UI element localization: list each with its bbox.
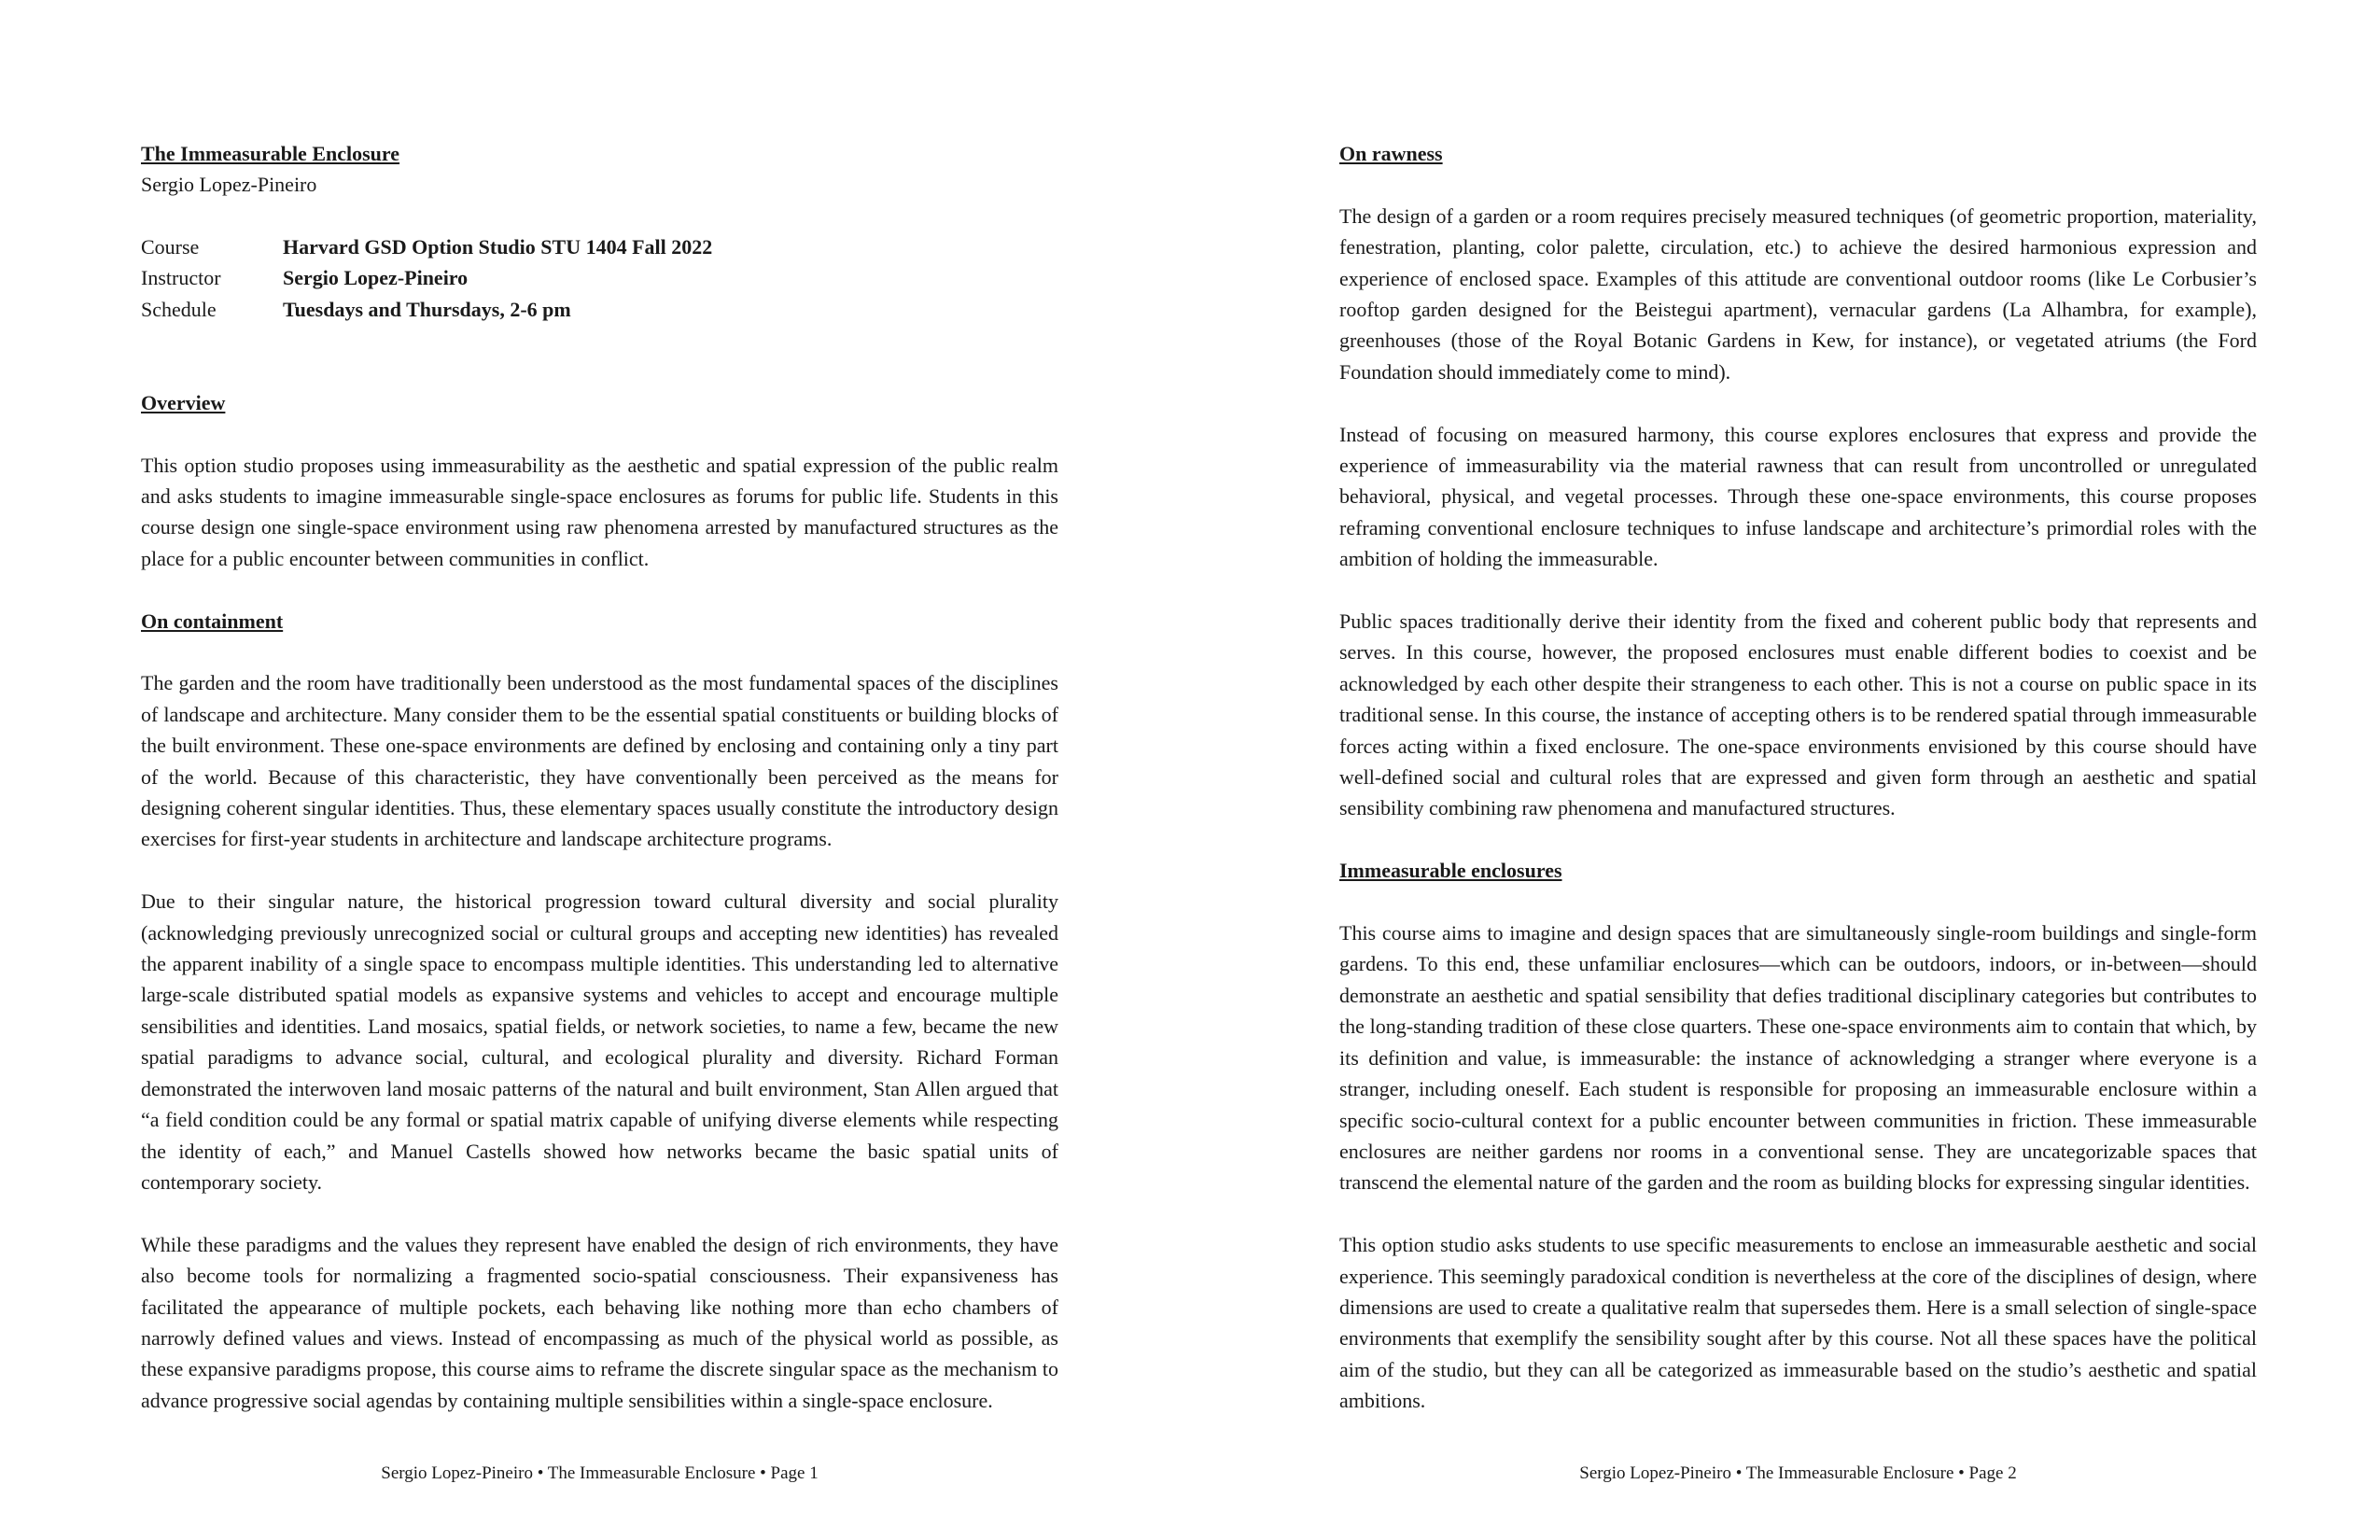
spacer	[141, 855, 1058, 886]
instructor-label: Instructor	[141, 266, 221, 290]
page-1-footer: Sergio Lopez-Pineiro • The Immeasurable Enclosure • Page 1	[381, 1463, 819, 1483]
overview-heading: Overview	[141, 390, 226, 414]
spacer	[141, 418, 1058, 449]
spacer	[1339, 1198, 2257, 1229]
spacer	[141, 637, 1058, 667]
schedule-row	[141, 294, 1058, 325]
enclosures-heading: Immeasurable enclosures	[1339, 859, 1562, 883]
rawness-paragraph-3: Public spaces traditionally derive their identity from the fixed and coherent public body that represents and serves. In this course, however, the proposed enclosures must enable different bodies to coexist and be acknowledged by each other despite their strangeness to each other. This is not a course on public space in its traditional sense. In this course, the instance of accepting others is to be rendered spatial through immeasurable forces acting within a fixed enclosure. The one-space environments envisioned by this course should have well-defined social and cultural roles that are expressed and given form through an aesthetic and spatial sensibility combining raw phenomena and manufactured structures.	[1339, 609, 2257, 820]
spacer	[1339, 575, 2257, 606]
enclosures-paragraph-1: This course aims to imagine and design spaces that are simultaneously single-room buildings and single-form gardens. To this end, these unfamiliar enclosures—which can be outdoors, indoors, or in-between—should demonstrate an aesthetic and spatial sensibility that defies traditional disciplinary categories but contributes to the long-standing tradition of these close quarters. These one-space environments aim to contain that which, by its definition and value, is immeasurable: the instance of acknowledging a stranger where everyone is a stranger, including oneself. Each student is responsible for proposing an immeasurable enclosure within a specific socio-cultural context for a public encounter between communities in friction. These immeasurable enclosures are neither gardens nor rooms in a conventional sense. They are uncategorizable spaces that transcend the elemental nature of the garden and the room as building blocks for expressing singular identities.	[1339, 921, 2257, 1195]
instructor-value: Sergio Lopez-Pineiro	[283, 266, 469, 290]
course-row	[141, 231, 1058, 262]
document-title: The Immeasurable Enclosure	[141, 142, 400, 165]
page-2-footer: Sergio Lopez-Pineiro • The Immeasurable Enclosure • Page 2	[1579, 1463, 2017, 1483]
spacer	[1339, 169, 2257, 200]
document-author: Sergio Lopez-Pineiro	[141, 173, 317, 197]
schedule-label: Schedule	[141, 297, 217, 321]
course-value: Harvard GSD Option Studio STU 1404 Fall 2022	[283, 234, 713, 259]
schedule-value: Tuesdays and Thursdays, 2-6 pm	[283, 297, 571, 321]
containment-heading: On containment	[141, 609, 284, 633]
page-1-content	[141, 138, 1058, 1416]
spacer	[141, 574, 1058, 605]
rawness-heading: On rawness	[1339, 142, 1443, 165]
spacer	[1339, 824, 2257, 855]
document-page-1	[141, 0, 1058, 1540]
containment-paragraph-3: While these paradigms and the values they represent have enabled the design of rich environments, they have also become tools for normalizing a fragmented socio-spatial consciousness. Their expansiveness has facilitated the appearance of multiple pockets, each behaving like nothing more than echo chambers of narrowly defined values and views. Instead of encompassing as much of the physical world as possible, as these expansive paradigms propose, this course aims to reframe the discrete singular space as the mechanism to advance progressive social agendas by containing multiple sensibilities within a single-space enclosure.	[141, 1232, 1058, 1412]
spacer	[141, 1197, 1058, 1228]
spacer	[1339, 887, 2257, 917]
overview-paragraph: This option studio proposes using immeasurability as the aesthetic and spatial expression of the public realm and asks students to imagine immeasurable single-space enclosures as forums for public life. Students in this course design one single-space environment using raw phenomena arrested by manufactured structures as the place for a public encounter between communities in conflict.	[141, 453, 1058, 570]
rawness-paragraph-2: Instead of focusing on measured harmony, this course explores enclosures that express and provide the experience of immeasurability via the material rawness that can result from uncontrolled or unregulated behavioral, physical, and vegetal processes. Through these one-space environments, this course proposes reframing conventional enclosure techniques to infuse landscape and architecture’s primordial roles with the ambition of holding the immeasurable.	[1339, 422, 2257, 571]
enclosures-paragraph-2: This option studio asks students to use specific measurements to enclose an immeasurable aesthetic and social experience. This seemingly paradoxical condition is nevertheless at the core of the disciplines of design, where dimensions are used to create a qualitative realm that supersedes them. Here is a small selection of single-space environments that exemplify the sensibility sought after by this course. Not all these spaces have the political aim of the studio, but they can all be categorized as immeasurable based on the studio’s aesthetic and spatial ambitions.	[1339, 1233, 2257, 1413]
spacer	[141, 325, 1058, 387]
containment-paragraph-2: Due to their singular nature, the historical progression toward cultural diversity and social plurality (acknowledging previously unrecognized social or cultural groups and accepting new identities) has revealed the apparent inability of a single space to encompass multiple identities. This understanding led to alternative large-scale distributed spatial models as expansive systems and vehicles to accept and encourage multiple sensibilities and identities. Land mosaics, spatial fields, or network societies, to name a few, became the new spatial paradigms to advance social, cultural, and ecological plurality and diversity. Richard Forman demonstrated the interwoven land mosaic patterns of the natural and built environment, Stan Allen argued that “a field condition could be any formal or spatial matrix capable of unifying diverse elements while respecting the identity of each,” and Manuel Castells showed how networks became the basic spatial units of contemporary society.	[141, 889, 1058, 1194]
course-info	[141, 231, 1058, 325]
page-2-content	[1339, 138, 2257, 1417]
containment-paragraph-1: The garden and the room have traditionally been understood as the most fundamental spaces of the disciplines of landscape and architecture. Many consider them to be the essential spatial constituents or building blocks of the built environment. These one-space environments are defined by enclosing and containing only a tiny part of the world. Because of this characteristic, they have conventionally been perceived as the means for designing coherent singular identities. Thus, these elementary spaces usually constitute the introductory design exercises for first-year students in architecture and landscape architecture programs.	[141, 671, 1058, 851]
rawness-paragraph-1: The design of a garden or a room requires precisely measured techniques (of geometric proportion, materiality, fenestration, planting, color palette, circulation, etc.) to achieve the desired harmonious expression and experience of enclosed space. Examples of this attitude are conventional outdoor rooms (like Le Corbusier’s rooftop garden designed for the Beistegui apartment), vernacular gardens (La Alhambra, for example), greenhouses (those of the Royal Botanic Gardens in Kew, for instance), or vegetated atriums (the Ford Foundation should immediately come to mind).	[1339, 203, 2257, 384]
instructor-row	[141, 262, 1058, 293]
spacer	[1339, 387, 2257, 418]
document-page-2	[1339, 0, 2257, 1540]
course-label: Course	[141, 234, 200, 259]
